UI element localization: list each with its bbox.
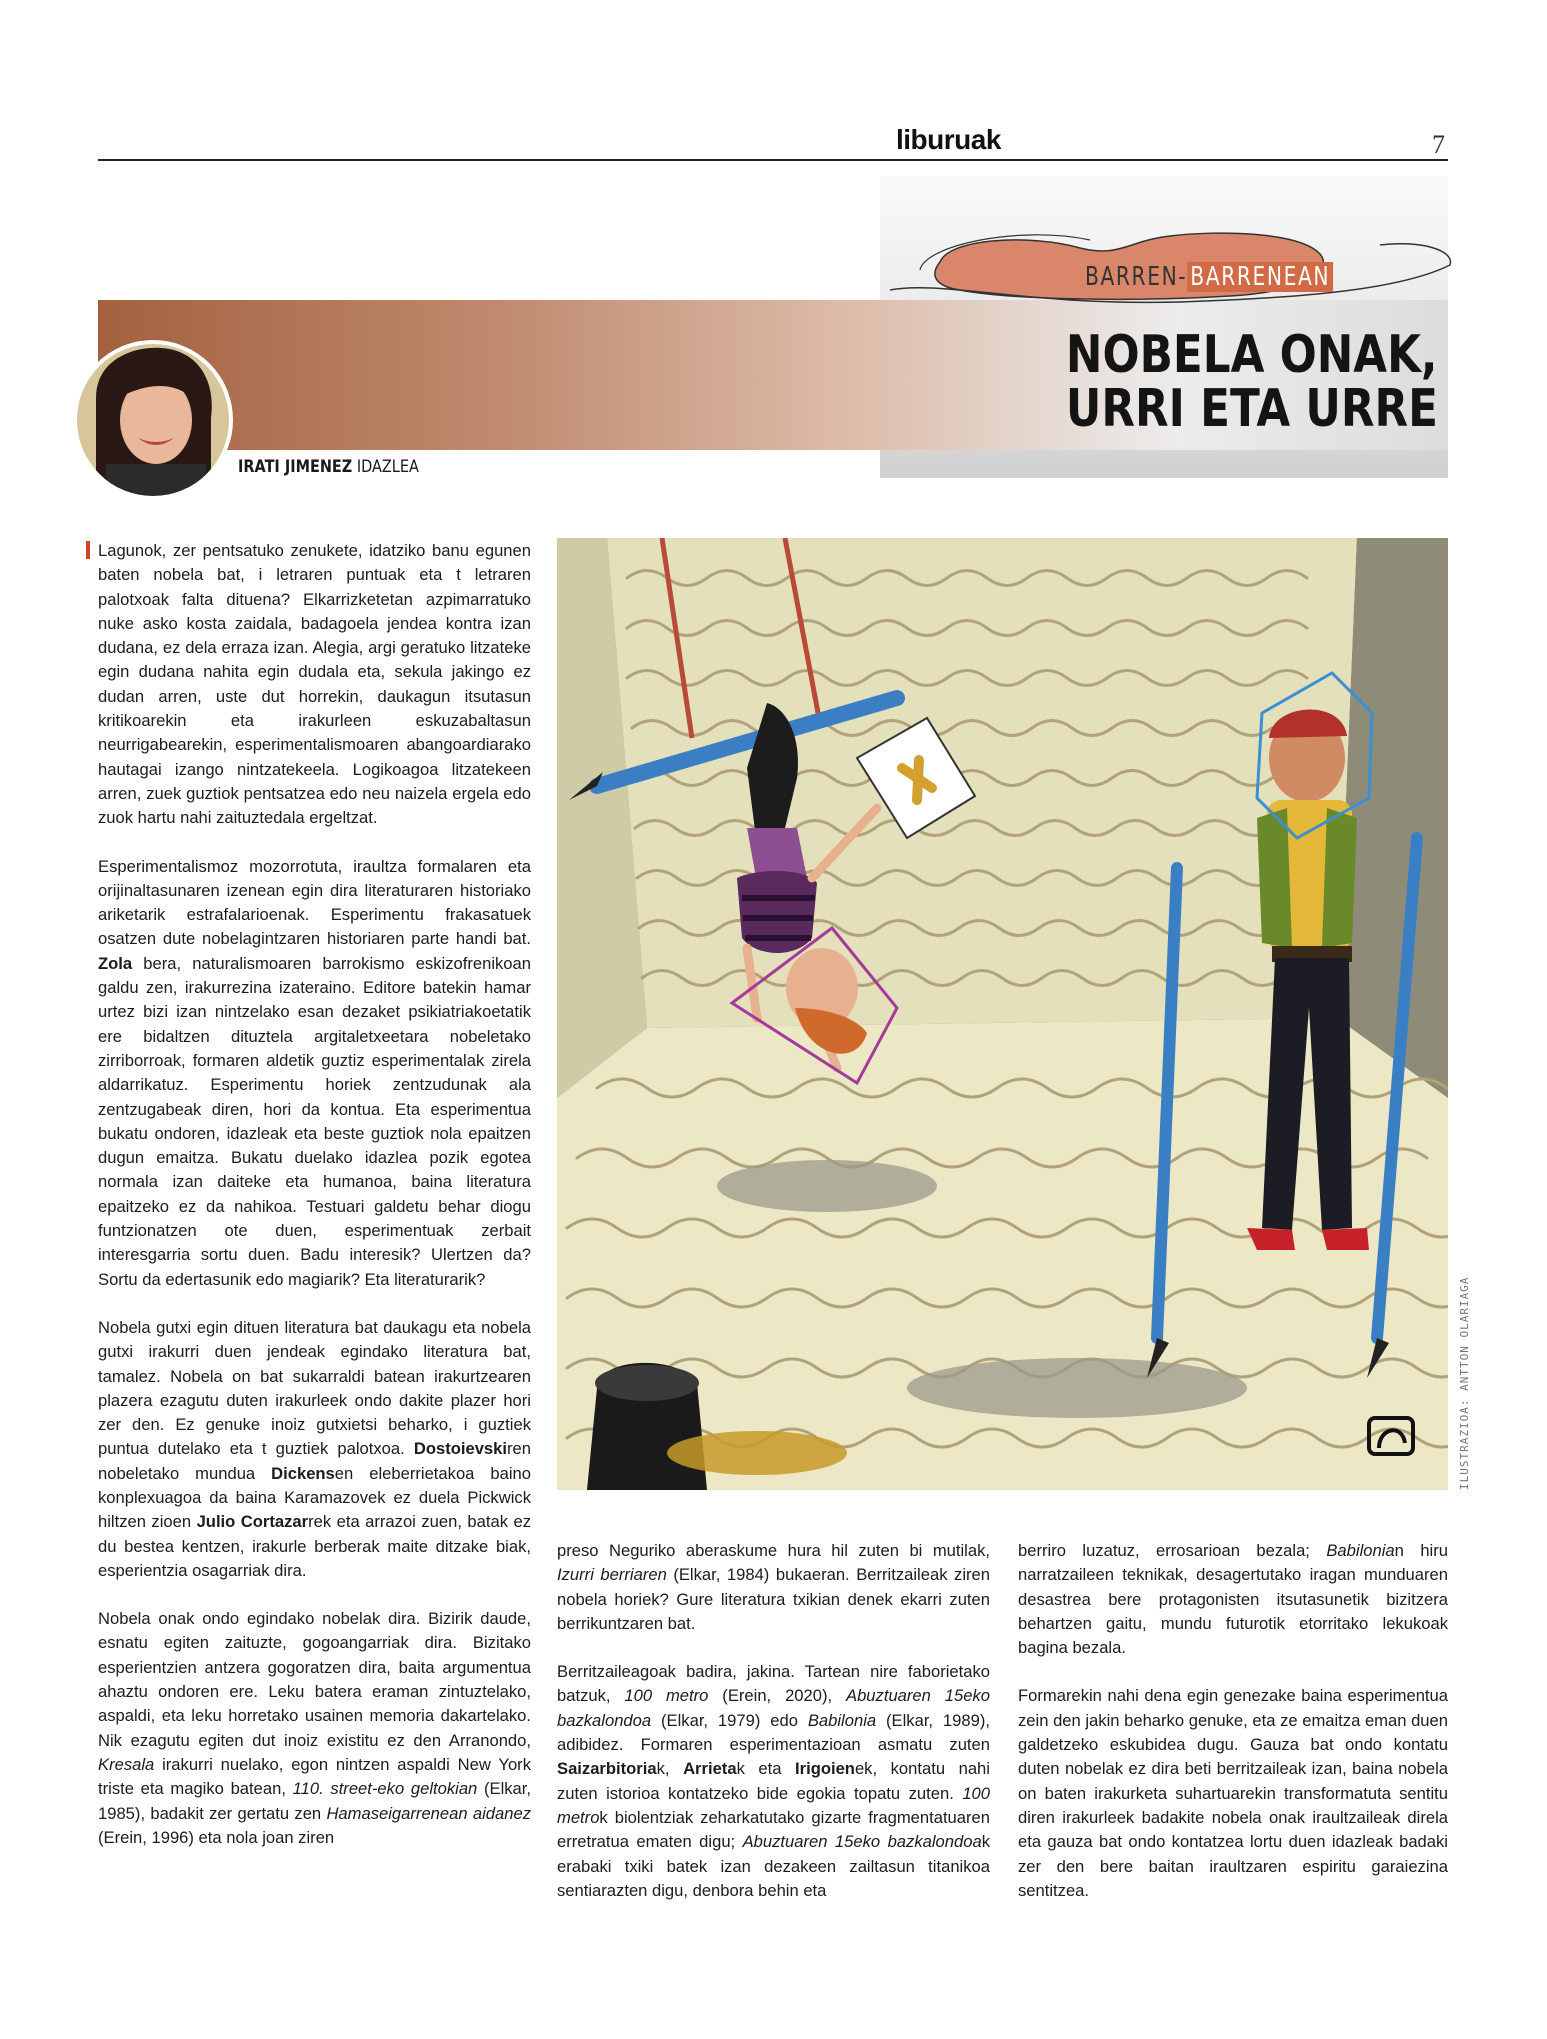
book-title: Abuztuaren 15eko bazkalondoa bbox=[742, 1832, 982, 1852]
article-column-2 bbox=[557, 1539, 990, 1927]
author-mention: Irigoien bbox=[795, 1759, 855, 1779]
page-number: 7 bbox=[1432, 130, 1445, 159]
illustration-credit: ILUSTRAZIOA: ANTTON OLARIAGA bbox=[1458, 1276, 1471, 1490]
author-mention: Dickens bbox=[271, 1463, 335, 1483]
section-kicker bbox=[1085, 262, 1333, 292]
paragraph: preso Neguriko aberaskume hura hil zuten bi mutilak, Izurri berriaren (Elkar, 1984) bukaeran. Berritzaileak ziren nobela horiek? Gure literatura txikian denek ekarri zuten berrikuntzaren bat. bbox=[557, 1541, 990, 1633]
kicker-part-1: BARREN- bbox=[1085, 262, 1188, 292]
paragraph: Nobela onak ondo egindako nobelak dira. Bizirik daude, esnatu egiten zaituzte, gogoangarriak dira. Bizitako esperientzien antzera gogoratzen dira, baita argumentua ahaztu ondoren ere. Leku batera eraman zintuztelako, aspaldi, eta leku horretako usainen memoria dakartelako. Nik ezagutu egiten dut inoiz existitu ez den Arranondo, Kresala irakurri nuelako, egon nintzen aspaldi New York triste eta magiko batean, 110. street-eko geltokian (Elkar, 1985), badakit zer gertatu zen Hamaseigarrenean aidanez (Erein, 1996) eta nola joan ziren bbox=[98, 1609, 532, 1847]
author-name: IRATI JIMENEZ bbox=[238, 457, 353, 477]
book-title: Babilonia bbox=[807, 1710, 877, 1730]
paragraph: Nobela gutxi egin dituen literatura bat daukagu eta nobela gutxi irakurri duen jendeak egindako literatura bat, tamalez. Nobela on bat sukarraldi batean irakurtzearen plazera ezagutu duten irakurleek ondo dakite plazer hori zer den. Ez genuke inoiz gutxietsi beharko, i guztiek puntua dutelako eta t guztiek palotxoa. Dostoievskiren nobeletako mundua Dickensen eleberrietakoa baino konplexuagoa da baina Karamazovek ez duela Pickwick hiltzen zioen Julio Cortazarrek eta arrazoi zuen, batak ez du bestea kentzen, irakurle berberak maite ditzake biak, esperientzia osagarriak dira. bbox=[98, 1317, 531, 1580]
book-title: Kresala bbox=[98, 1754, 155, 1774]
book-title: 100 metro bbox=[624, 1686, 709, 1706]
paragraph: Lagunok, zer pentsatuko zenukete, idatziko banu egunen baten nobela bat, i letraren puntuak eta t letraren palotxoak falta dituena? Elkarrizketetan azpimarratuko nuke asko kosta zaidala, badagoela jendea kontra izan dudana, ez dela erraza izan. Alegia, argi geratuko litzateke egin dudana nahita egin dudala eta, sekula jakingo ez dudan arren, uste dut horrekin, daukagun itsutasun kritikoarekin eta irakurleen eskuzabaltasun neurrigabearekin, esperimentalismoaren abangoardiarako hautagai izango nintzatekeela. Logikoagoa litzatekeen arren, zuek guztiok pentsatzea edo neu naizela ergela edo zuok hartu nahi zaituztedala ergeltzat. bbox=[98, 541, 531, 828]
article-column-1 bbox=[98, 539, 531, 1874]
author-mention: Dostoievski bbox=[413, 1439, 508, 1459]
author-byline bbox=[238, 457, 419, 477]
book-title: Abuztuaren 15eko bazkalondoa bbox=[557, 1686, 990, 1730]
headline-line-1: NOBELA ONAK, bbox=[1065, 325, 1438, 385]
book-title: 110. street-eko geltokian bbox=[292, 1779, 478, 1799]
article-illustration bbox=[557, 538, 1448, 1490]
author-role: IDAZLEA bbox=[356, 457, 419, 477]
header-rule bbox=[98, 159, 1448, 161]
article-column-3 bbox=[1018, 1539, 1448, 1927]
headline bbox=[1065, 325, 1438, 439]
book-title: 100 metro bbox=[557, 1783, 990, 1827]
paragraph: Esperimentalismoz mozorrotuta, iraultza formalaren eta orijinaltasunaren izenean egin dira literaturaren historiako ariketarik estrafalarioenak. Esperimentu frakasatuek osatzen dute nobelagintzaren historiaren parte handi bat. Zola bera, naturalismoaren barrokismo eskizofrenikoan galdu zen, irakurrezina izateraino. Editore batekin hamar urtez bizi izan nintzelako esan dezaket psikiatriakoetatik ere bidaltzen dituztela argitaletxeetara nobeletako zirriborroak, formaren aldetik guztiz esperimentalak zirela aldarrikatuz. Esperimentu horiek zentzudunak ala zentzugabeak diren, hori da kontua. Eta esperimentua bukatu ondoren, idazleak eta beste guztiok nola epaitzen dugun emaitza. Bukatu duelako idazlea pozik egotea normala izan daiteke eta humanoa, baina literatura epaitzeko ez da nahikoa. Testuari galdetu behar diogu funtzionatzen ote duen, esperimentuak zerbait interesgarria sortu duen. Badu interesik? Ulertzen da? Sortu da edertasunik edo magiarik? Eta literaturarik? bbox=[98, 856, 531, 1289]
paragraph: Berritzaileagoak badira, jakina. Tartean nire faborietako batzuk, 100 metro (Erein, 2020), Abuztuaren 15eko bazkalondoa (Elkar, 1979) edo Babilonia (Elkar, 1989), adibidez. Formaren esperimentazioan asmatu zuten Saizarbitoriak, Arrietak eta Irigoienek, kontatu nahi zuten istorioa kontatzeko bide egokia topatu zuten. 100 metrok biolentziak zeharkatutako gizarte fragmentatuaren erretratua ematen digu; Abuztuaren 15eko bazkalondoak erabaki txiki batek izan dezakeen zailtasun titanikoa sentiarazten digu, denbora behin eta bbox=[557, 1662, 990, 1900]
kicker-part-2: BARRENEAN bbox=[1187, 262, 1333, 292]
paragraph: Formarekin nahi dena egin genezake baina esperimentua zein den jakin beharko genuke, eta ze emaitza eman duen galdetzeko eskubidea dugu. Gauza bat ondo kontatu duten nobelak ez dira beti berritzaileak izan, baina nobela on baten irakurketa suhartuarekin transformatuta sentitu diren irakurleek badakite nobela onak iraultzaileak direla eta gauza bat ondo kontatzea lortu duen idazleak badaki zer den bere baitan iraultzaren espiritu garaiezina sentitzea. bbox=[1018, 1686, 1448, 1900]
paragraph-start-mark bbox=[86, 541, 90, 559]
author-mention: Zola bbox=[98, 953, 133, 973]
author-mention: Arrieta bbox=[683, 1759, 737, 1779]
section-label: liburuak bbox=[896, 124, 1001, 155]
author-mention: Julio Cortazar bbox=[196, 1512, 309, 1532]
paragraph: berriro luzatuz, errosarioan bezala; Babilonian hiru narratzaileen teknikak, desagertutako iragan munduaren desastrea bere protagonisten itsutasunetik bizitzera behartzen gaitu, mundu futurotik etorritako lekukoak bagina bezala. bbox=[1018, 1541, 1448, 1658]
headline-line-2: URRI ETA URRE bbox=[1065, 379, 1438, 439]
book-title: Hamaseigarrenean aidanez bbox=[326, 1803, 531, 1823]
heart-scribble-icon bbox=[880, 210, 1455, 310]
author-mention: Saizarbitoria bbox=[557, 1759, 657, 1779]
author-avatar bbox=[66, 338, 241, 498]
book-title: Babilonia bbox=[1326, 1541, 1395, 1560]
book-title: Izurri berriaren bbox=[557, 1565, 667, 1585]
